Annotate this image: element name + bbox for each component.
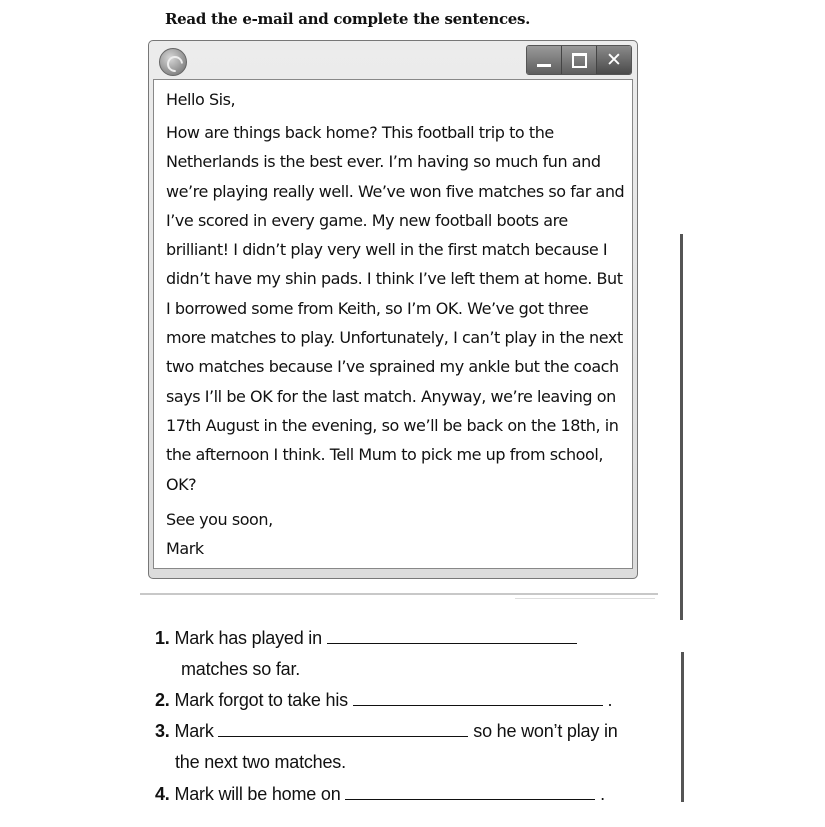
email-greeting: Hello Sis, [166, 90, 236, 109]
answer-blank-2[interactable] [353, 691, 603, 706]
email-signature: Mark [166, 539, 204, 558]
email-closing: See you soon, [166, 510, 273, 529]
question-1 [155, 628, 577, 649]
window-controls [526, 45, 632, 75]
question-end: . [600, 784, 605, 804]
email-content [153, 79, 633, 569]
question-number: 3. [155, 721, 170, 741]
question-4 [155, 784, 605, 805]
question-number: 2. [155, 690, 170, 710]
close-button[interactable] [596, 46, 631, 74]
question-text-after: so he won’t play in [473, 721, 618, 741]
scrollbar-track [680, 234, 683, 620]
question-text: Mark forgot to take his [174, 690, 348, 710]
question-3 [155, 721, 618, 742]
minimize-button[interactable] [527, 46, 561, 74]
scrollbar-track-lower [681, 652, 684, 802]
email-body: How are things back home? This football trip to the Netherlands is the best ever. I’m having so much fun and we’re playing really well. We’ve won five matches so far and I’ve scored in every game. My new football boots are brilliant! I didn’t play very well in the first match because I didn’t have my shin pads. I think I’ve left them at home. But I borrowed some from Keith, so I’m OK. We’ve got three more matches to play. Unfortunately, I can’t play in the next two matches because I’ve sprained my ankle but the coach says I’ll be OK for the last match. Anyway, we’re leaving on 17th August in the evening, so we’ll be back on the 18th, in the afternoon I think. Tell Mum to pick me up from school, OK? [166, 123, 625, 494]
question-1-continued: matches so far. [181, 659, 301, 679]
question-end: . [607, 690, 613, 710]
minimize-icon [537, 64, 551, 67]
divider-decoration [515, 598, 655, 604]
question-number: 4. [155, 784, 170, 804]
instruction-heading: Read the e-mail and complete the sentences. [165, 10, 531, 28]
answer-blank-3[interactable] [218, 722, 468, 737]
question-text: Mark has played in [174, 628, 322, 648]
question-text: Mark [174, 721, 214, 741]
answer-blank-1[interactable] [327, 629, 577, 644]
answer-blank-4[interactable] [345, 785, 595, 800]
maximize-button[interactable] [561, 46, 596, 74]
app-logo-icon [159, 48, 187, 76]
close-icon: ✕ [606, 49, 622, 71]
question-text: Mark will be home on [174, 784, 341, 804]
maximize-icon [572, 53, 587, 68]
question-2 [155, 690, 612, 711]
divider [140, 593, 658, 595]
question-number: 1. [155, 628, 170, 648]
question-3-continued: the next two matches. [175, 752, 346, 772]
email-window [148, 40, 638, 579]
